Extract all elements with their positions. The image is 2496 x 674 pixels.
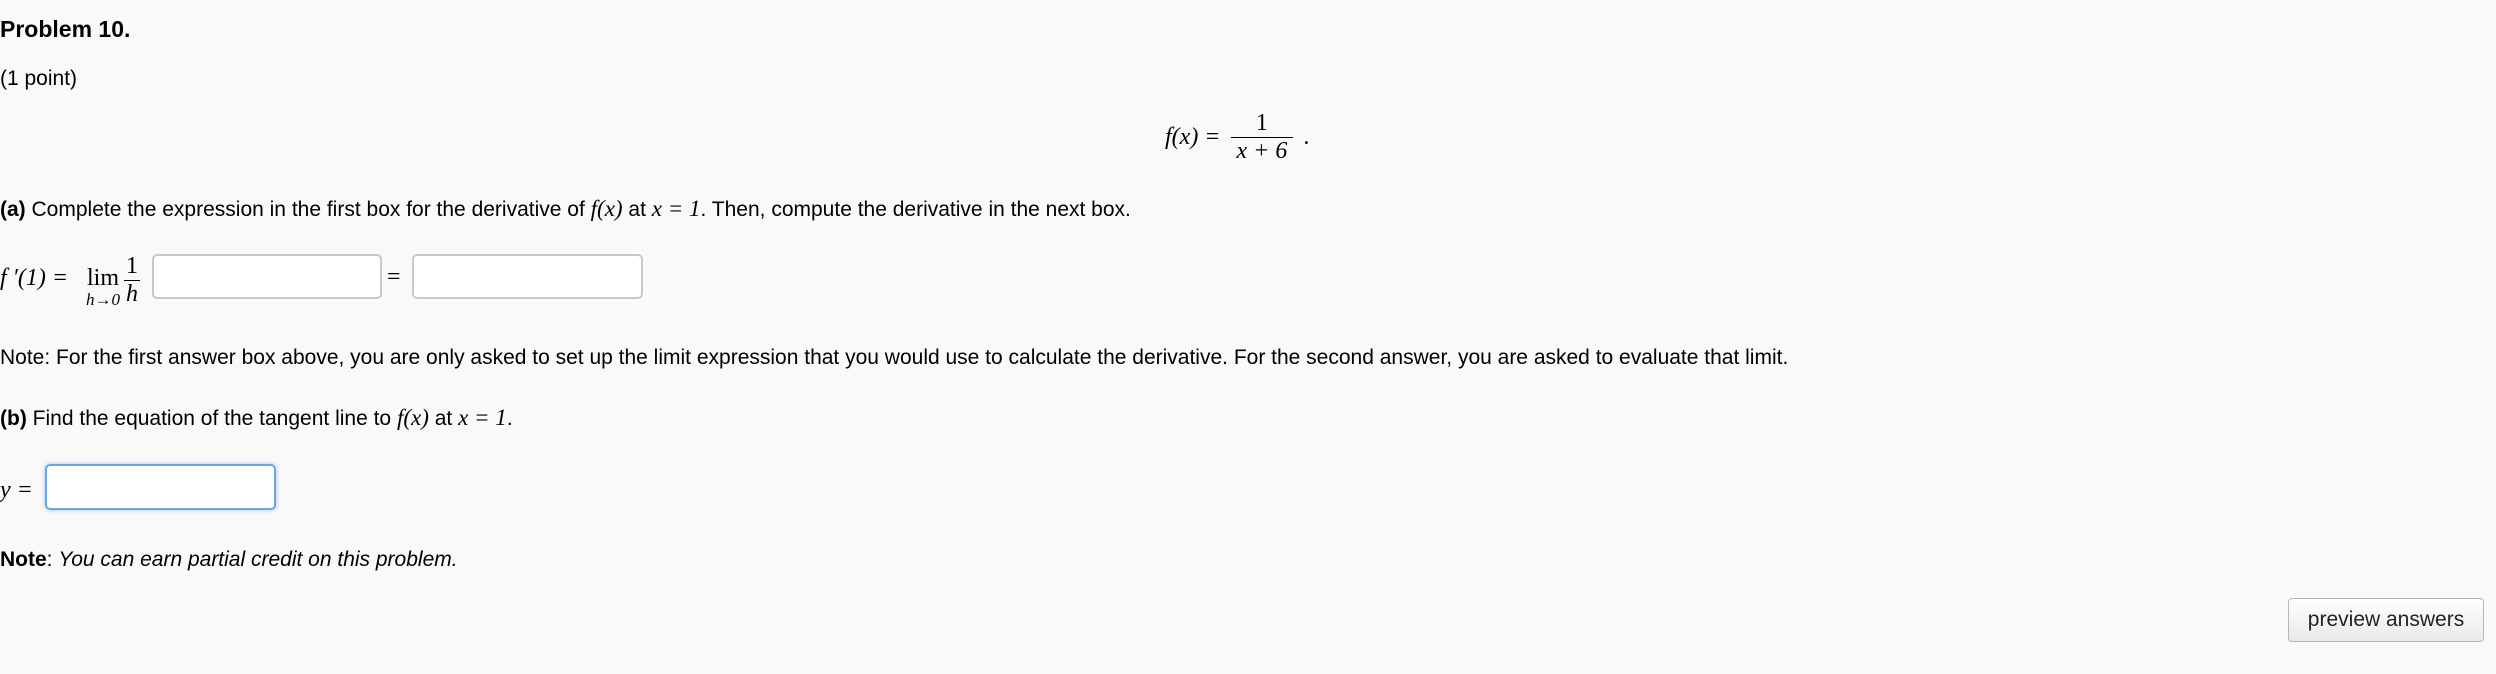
preview-answers-button[interactable]: preview answers [2288,598,2484,642]
part-b-text-before: Find the equation of the tangent line to [32,407,392,430]
fraction-denominator: h [126,281,138,307]
part-b-x-eq: x = 1 [458,405,507,430]
part-a-text-after: . Then, compute the derivative in the next box. [700,198,1131,221]
function-period: . [1303,124,1310,150]
problem-points: (1 point) [0,67,78,90]
lim-subscript: h→0 [86,290,120,309]
function-fraction [1231,110,1294,165]
fraction-numerator: 1 [126,253,138,279]
partial-credit-text: You can earn partial credit on this problem. [58,548,458,571]
partial-credit-label: Note [0,548,47,571]
part-a-text-before: Complete the expression in the first box for the derivative of [31,198,585,221]
part-b-prompt [0,405,513,431]
tangent-lhs: y = [0,477,33,503]
derivative-value-input[interactable] [412,254,643,299]
lim-operator [83,265,123,308]
function-denominator: x + 6 [1231,137,1294,165]
function-definition [1165,110,1309,165]
derivative-lhs: f ′(1) = [0,265,69,291]
problem-title: Problem 10. [0,16,131,42]
part-a-x-eq: x = 1 [651,196,701,221]
equals-sign: = [387,264,401,290]
partial-credit-colon: : [46,548,53,571]
partial-credit-note [0,548,458,572]
function-lhs: f(x) = [1165,124,1221,150]
part-a-fx: f(x) [590,196,623,221]
part-b-text-at: at [434,407,453,430]
part-a-label: (a) [0,198,26,221]
part-b-label: (b) [0,407,27,430]
lim-text: lim [86,265,119,291]
part-b-fx: f(x) [396,405,429,430]
part-b-period: . [506,407,513,430]
one-over-h [124,253,140,308]
part-a-prompt [0,196,1131,222]
tangent-line-input[interactable] [45,464,276,510]
limit-expression-input[interactable] [152,254,382,299]
function-numerator: 1 [1255,110,1268,136]
part-a-note: Note: For the first answer box above, you are only asked to set up the limit expression that you would use to calculate the derivative. For the second answer, you are asked to evaluate that limit. [0,346,1789,369]
part-a-text-at: at [628,198,646,221]
